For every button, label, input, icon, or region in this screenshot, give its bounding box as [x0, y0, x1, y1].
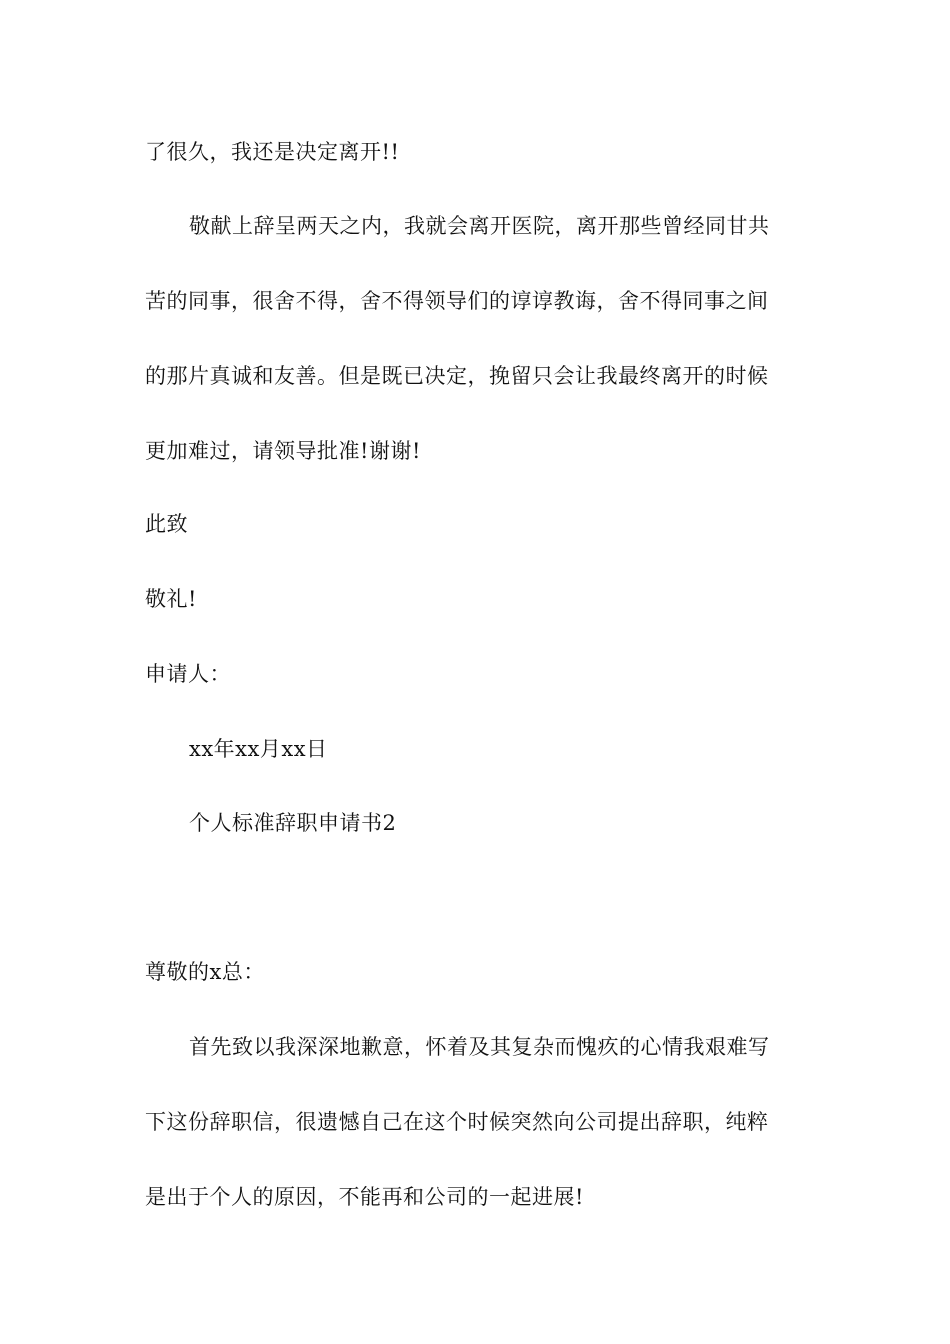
closing-line: 此致 [145, 512, 188, 536]
text-line: 苦的同事，很舍不得，舍不得领导们的谆谆教诲，舍不得同事之间 [145, 289, 769, 313]
text-line-continuation: 了很久，我还是决定离开!! [145, 140, 400, 164]
greeting-line: 尊敬的x总： [145, 960, 265, 984]
paragraph-line-indented: 首先致以我深深地歉意，怀着及其复杂而愧疚的心情我艰难写 [189, 1035, 770, 1059]
text-line: 的那片真诚和友善。但是既已决定，挽留只会让我最终离开的时候 [145, 364, 769, 388]
section-heading: 个人标准辞职申请书2 [189, 811, 397, 835]
text-line: 是出于个人的原因，不能再和公司的一起进展! [145, 1185, 584, 1209]
salutation-line: 敬礼! [145, 587, 197, 611]
paragraph-line-indented: 敬献上辞呈两天之内，我就会离开医院，离开那些曾经同甘共 [189, 214, 770, 238]
date-line: xx年xx月xx日 [189, 737, 328, 761]
applicant-label: 申请人： [145, 662, 231, 686]
text-line: 更加难过，请领导批准!谢谢! [145, 439, 421, 463]
text-line: 下这份辞职信，很遗憾自己在这个时候突然向公司提出辞职，纯粹 [145, 1110, 769, 1134]
